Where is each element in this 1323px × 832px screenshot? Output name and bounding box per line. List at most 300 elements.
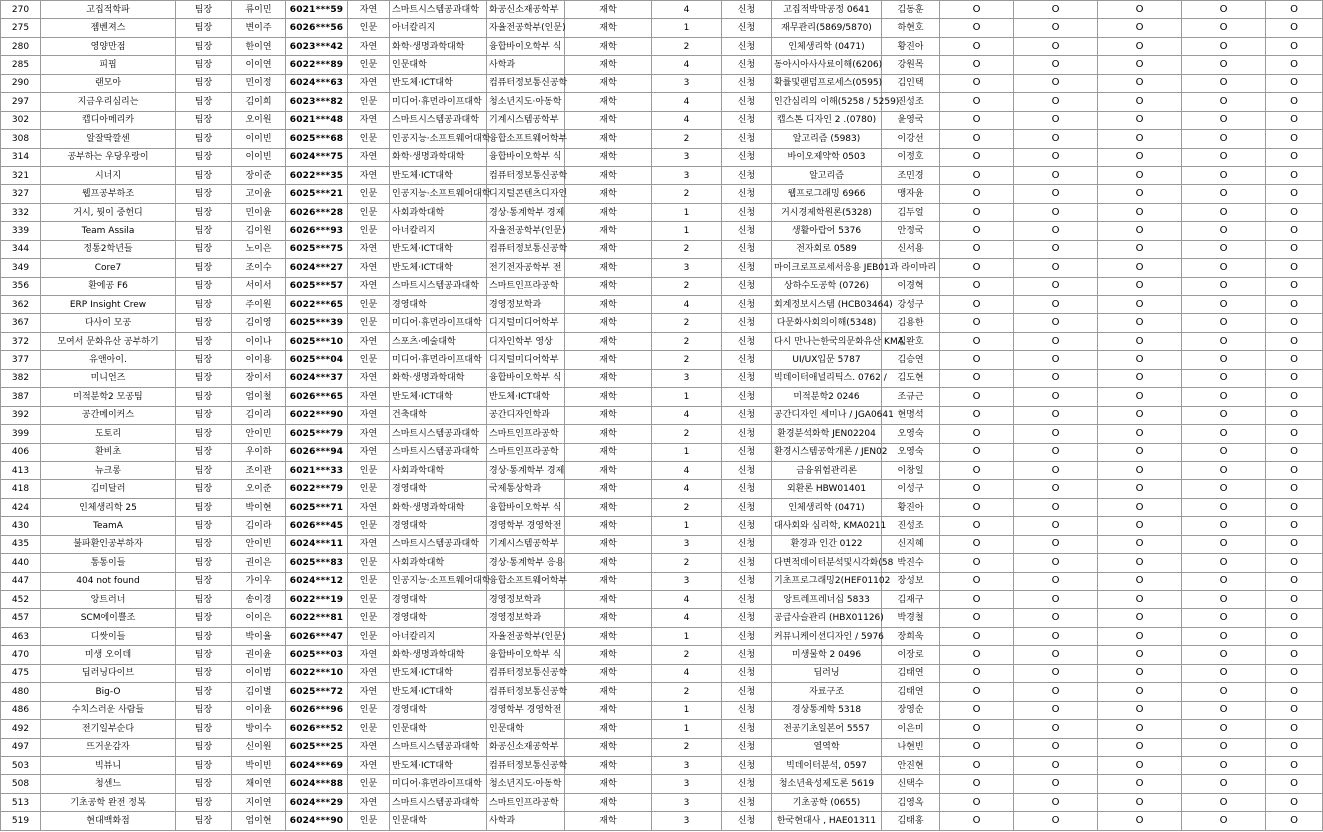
check-cell-3[interactable]: O — [1098, 74, 1182, 92]
department-cell[interactable]: 경영학부 경영학전 — [487, 517, 565, 535]
student-id-cell[interactable]: 6025***83 — [286, 554, 348, 572]
check-cell-2[interactable]: O — [1014, 351, 1098, 369]
course-cell[interactable]: 다문화사회의이해(5348) — [772, 314, 882, 332]
check-cell-2[interactable]: O — [1014, 646, 1098, 664]
check-cell-4[interactable]: O — [1182, 1, 1266, 19]
department-cell[interactable]: 자율전공학부(인문) — [487, 222, 565, 240]
application-status-cell[interactable]: 신청 — [722, 351, 772, 369]
check-cell-1[interactable]: O — [940, 388, 1014, 406]
check-cell-4[interactable]: O — [1182, 111, 1266, 129]
department-cell[interactable]: 반도체·ICT대학 — [487, 388, 565, 406]
team-number-cell[interactable]: 508 — [1, 775, 41, 793]
college-cell[interactable]: 화학·생명과학대학 — [390, 498, 487, 516]
check-cell-2[interactable]: O — [1014, 609, 1098, 627]
team-name-cell[interactable]: 뉴크롱 — [41, 461, 176, 479]
check-cell-4[interactable]: O — [1182, 480, 1266, 498]
check-cell-4[interactable]: O — [1182, 664, 1266, 682]
college-cell[interactable]: 경영대학 — [390, 701, 487, 719]
grade-cell[interactable]: 4 — [652, 111, 722, 129]
role-cell[interactable]: 팀장 — [176, 130, 232, 148]
role-cell[interactable]: 팀장 — [176, 683, 232, 701]
department-cell[interactable]: 인문대학 — [487, 720, 565, 738]
member-name-cell[interactable]: 이이윤 — [232, 701, 286, 719]
check-cell-3[interactable]: O — [1098, 56, 1182, 74]
check-cell-1[interactable]: O — [940, 37, 1014, 55]
student-id-cell[interactable]: 6025***57 — [286, 277, 348, 295]
professor-cell[interactable]: 이창일 — [882, 461, 940, 479]
application-status-cell[interactable]: 신청 — [722, 74, 772, 92]
check-cell-3[interactable]: O — [1098, 812, 1182, 830]
course-cell[interactable]: UI/UX입문 5787 — [772, 351, 882, 369]
student-id-cell[interactable]: 6024***63 — [286, 74, 348, 92]
team-number-cell[interactable]: 440 — [1, 554, 41, 572]
professor-cell[interactable]: 안정국 — [882, 222, 940, 240]
team-number-cell[interactable]: 435 — [1, 535, 41, 553]
team-name-cell[interactable]: 젬벤져스 — [41, 19, 176, 37]
college-cell[interactable]: 경영대학 — [390, 517, 487, 535]
check-cell-2[interactable]: O — [1014, 111, 1098, 129]
check-cell-3[interactable]: O — [1098, 738, 1182, 756]
enrollment-status-cell[interactable]: 재학 — [565, 443, 652, 461]
college-cell[interactable]: 건축대학 — [390, 406, 487, 424]
college-cell[interactable]: 사회과학대학 — [390, 461, 487, 479]
check-cell-3[interactable]: O — [1098, 627, 1182, 645]
team-name-cell[interactable]: 청센느 — [41, 775, 176, 793]
course-cell[interactable]: 다시 만나는한국의문화유산 KMA — [772, 332, 882, 350]
role-cell[interactable]: 팀장 — [176, 37, 232, 55]
check-cell-5[interactable]: O — [1266, 240, 1323, 258]
student-id-cell[interactable]: 6024***69 — [286, 756, 348, 774]
check-cell-1[interactable]: O — [940, 664, 1014, 682]
role-cell[interactable]: 팀장 — [176, 480, 232, 498]
grade-cell[interactable]: 2 — [652, 332, 722, 350]
team-name-cell[interactable]: 웹프공부하조 — [41, 185, 176, 203]
role-cell[interactable]: 팀장 — [176, 701, 232, 719]
role-cell[interactable]: 팀장 — [176, 646, 232, 664]
course-cell[interactable]: 빅데이터애널리틱스. 0762 / — [772, 369, 882, 387]
check-cell-3[interactable]: O — [1098, 369, 1182, 387]
professor-cell[interactable]: 장영순 — [882, 701, 940, 719]
check-cell-3[interactable]: O — [1098, 222, 1182, 240]
college-cell[interactable]: 스마트시스템공과대학 — [390, 535, 487, 553]
member-name-cell[interactable]: 신이원 — [232, 738, 286, 756]
team-number-cell[interactable]: 308 — [1, 130, 41, 148]
professor-cell[interactable]: 안진현 — [882, 756, 940, 774]
member-name-cell[interactable]: 김이원 — [232, 222, 286, 240]
course-cell[interactable]: 금융위험관리론 — [772, 461, 882, 479]
college-cell[interactable]: 반도체·ICT대학 — [390, 756, 487, 774]
college-cell[interactable]: 스포츠·예술대학 — [390, 332, 487, 350]
check-cell-1[interactable]: O — [940, 572, 1014, 590]
check-cell-2[interactable]: O — [1014, 554, 1098, 572]
professor-cell[interactable]: 김영옥 — [882, 793, 940, 811]
member-name-cell[interactable]: 서이서 — [232, 277, 286, 295]
student-id-cell[interactable]: 6026***45 — [286, 517, 348, 535]
professor-cell[interactable]: 신택수 — [882, 775, 940, 793]
check-cell-4[interactable]: O — [1182, 738, 1266, 756]
team-number-cell[interactable]: 424 — [1, 498, 41, 516]
application-status-cell[interactable]: 신청 — [722, 130, 772, 148]
check-cell-4[interactable]: O — [1182, 812, 1266, 830]
check-cell-1[interactable]: O — [940, 19, 1014, 37]
division-cell[interactable]: 자연 — [348, 443, 390, 461]
enrollment-status-cell[interactable]: 재학 — [565, 738, 652, 756]
division-cell[interactable]: 인문 — [348, 480, 390, 498]
division-cell[interactable]: 인문 — [348, 19, 390, 37]
professor-cell[interactable]: 김태연 — [882, 664, 940, 682]
application-status-cell[interactable]: 신청 — [722, 56, 772, 74]
division-cell[interactable]: 인문 — [348, 701, 390, 719]
team-number-cell[interactable]: 314 — [1, 148, 41, 166]
college-cell[interactable]: 인문대학 — [390, 56, 487, 74]
student-id-cell[interactable]: 6022***90 — [286, 406, 348, 424]
check-cell-1[interactable]: O — [940, 738, 1014, 756]
check-cell-3[interactable]: O — [1098, 351, 1182, 369]
course-cell[interactable]: 외환론 HBW01401 — [772, 480, 882, 498]
course-cell[interactable]: 경상통계학 5318 — [772, 701, 882, 719]
role-cell[interactable]: 팀장 — [176, 498, 232, 516]
professor-cell[interactable]: 조민경 — [882, 166, 940, 184]
course-cell[interactable]: 재무관리(5869/5870) — [772, 19, 882, 37]
department-cell[interactable]: 기계시스템공학부 — [487, 535, 565, 553]
department-cell[interactable]: 융합바이오학부 식 — [487, 369, 565, 387]
team-name-cell[interactable]: 미생 오이데 — [41, 646, 176, 664]
team-name-cell[interactable]: 뜨거운감자 — [41, 738, 176, 756]
student-id-cell[interactable]: 6026***28 — [286, 203, 348, 221]
department-cell[interactable]: 경영학부 경영학전 — [487, 701, 565, 719]
division-cell[interactable]: 인문 — [348, 720, 390, 738]
application-status-cell[interactable]: 신청 — [722, 222, 772, 240]
member-name-cell[interactable]: 권이윤 — [232, 646, 286, 664]
team-name-cell[interactable]: 불파환인공부하자 — [41, 535, 176, 553]
check-cell-3[interactable]: O — [1098, 720, 1182, 738]
division-cell[interactable]: 인문 — [348, 554, 390, 572]
role-cell[interactable]: 팀장 — [176, 756, 232, 774]
grade-cell[interactable]: 4 — [652, 480, 722, 498]
enrollment-status-cell[interactable]: 재학 — [565, 1, 652, 19]
student-id-cell[interactable]: 6022***81 — [286, 609, 348, 627]
professor-cell[interactable]: 김도현 — [882, 369, 940, 387]
check-cell-4[interactable]: O — [1182, 554, 1266, 572]
team-number-cell[interactable]: 492 — [1, 720, 41, 738]
check-cell-3[interactable]: O — [1098, 701, 1182, 719]
check-cell-5[interactable]: O — [1266, 93, 1323, 111]
member-name-cell[interactable]: 김이희 — [232, 93, 286, 111]
college-cell[interactable]: 인문대학 — [390, 812, 487, 830]
college-cell[interactable]: 화학·생명과학대학 — [390, 646, 487, 664]
division-cell[interactable]: 자연 — [348, 498, 390, 516]
check-cell-4[interactable]: O — [1182, 314, 1266, 332]
department-cell[interactable]: 스마트인프라공학 — [487, 277, 565, 295]
check-cell-1[interactable]: O — [940, 111, 1014, 129]
application-status-cell[interactable]: 신청 — [722, 517, 772, 535]
check-cell-2[interactable]: O — [1014, 296, 1098, 314]
enrollment-status-cell[interactable]: 재학 — [565, 554, 652, 572]
role-cell[interactable]: 팀장 — [176, 74, 232, 92]
application-status-cell[interactable]: 신청 — [722, 591, 772, 609]
check-cell-5[interactable]: O — [1266, 646, 1323, 664]
course-cell[interactable]: 바이오제약학 0503 — [772, 148, 882, 166]
grade-cell[interactable]: 4 — [652, 296, 722, 314]
enrollment-status-cell[interactable]: 재학 — [565, 720, 652, 738]
team-name-cell[interactable]: 영양만점 — [41, 37, 176, 55]
division-cell[interactable]: 인문 — [348, 93, 390, 111]
check-cell-5[interactable]: O — [1266, 738, 1323, 756]
check-cell-3[interactable]: O — [1098, 240, 1182, 258]
check-cell-5[interactable]: O — [1266, 351, 1323, 369]
check-cell-3[interactable]: O — [1098, 572, 1182, 590]
member-name-cell[interactable]: 이이연 — [232, 56, 286, 74]
check-cell-4[interactable]: O — [1182, 535, 1266, 553]
department-cell[interactable]: 융합바이오학부 식 — [487, 498, 565, 516]
course-cell[interactable]: 열역학 — [772, 738, 882, 756]
team-number-cell[interactable]: 349 — [1, 259, 41, 277]
college-cell[interactable]: 반도체·ICT대학 — [390, 388, 487, 406]
check-cell-3[interactable]: O — [1098, 1, 1182, 19]
professor-cell[interactable]: 맹자윤 — [882, 185, 940, 203]
member-name-cell[interactable]: 이이빈 — [232, 148, 286, 166]
professor-cell[interactable]: 김완호 — [882, 332, 940, 350]
role-cell[interactable]: 팀장 — [176, 443, 232, 461]
grade-cell[interactable]: 3 — [652, 369, 722, 387]
division-cell[interactable]: 인문 — [348, 222, 390, 240]
department-cell[interactable]: 청소년지도·아동학 — [487, 775, 565, 793]
check-cell-5[interactable]: O — [1266, 259, 1323, 277]
team-number-cell[interactable]: 486 — [1, 701, 41, 719]
check-cell-2[interactable]: O — [1014, 498, 1098, 516]
role-cell[interactable]: 팀장 — [176, 738, 232, 756]
college-cell[interactable]: 사회과학대학 — [390, 203, 487, 221]
enrollment-status-cell[interactable]: 재학 — [565, 388, 652, 406]
member-name-cell[interactable]: 김이별 — [232, 683, 286, 701]
department-cell[interactable]: 디지털미디어학부 — [487, 314, 565, 332]
check-cell-3[interactable]: O — [1098, 554, 1182, 572]
grade-cell[interactable]: 3 — [652, 535, 722, 553]
team-name-cell[interactable]: 수치스러운 사람들 — [41, 701, 176, 719]
check-cell-4[interactable]: O — [1182, 572, 1266, 590]
check-cell-4[interactable]: O — [1182, 683, 1266, 701]
grade-cell[interactable]: 4 — [652, 1, 722, 19]
enrollment-status-cell[interactable]: 재학 — [565, 701, 652, 719]
college-cell[interactable]: 미디어·휴먼라이프대학 — [390, 93, 487, 111]
application-status-cell[interactable]: 신청 — [722, 554, 772, 572]
check-cell-4[interactable]: O — [1182, 93, 1266, 111]
division-cell[interactable]: 인문 — [348, 572, 390, 590]
enrollment-status-cell[interactable]: 재학 — [565, 517, 652, 535]
course-cell[interactable]: 생활아랍어 5376 — [772, 222, 882, 240]
check-cell-5[interactable]: O — [1266, 683, 1323, 701]
professor-cell[interactable]: 이경혁 — [882, 277, 940, 295]
role-cell[interactable]: 팀장 — [176, 332, 232, 350]
team-number-cell[interactable]: 372 — [1, 332, 41, 350]
division-cell[interactable]: 자연 — [348, 111, 390, 129]
team-number-cell[interactable]: 387 — [1, 388, 41, 406]
grade-cell[interactable]: 1 — [652, 19, 722, 37]
member-name-cell[interactable]: 박이현 — [232, 498, 286, 516]
check-cell-2[interactable]: O — [1014, 738, 1098, 756]
course-cell[interactable]: 다변적데이터분석및시각화(58 — [772, 554, 882, 572]
student-id-cell[interactable]: 6023***42 — [286, 37, 348, 55]
team-name-cell[interactable]: 미니언즈 — [41, 369, 176, 387]
check-cell-3[interactable]: O — [1098, 498, 1182, 516]
enrollment-status-cell[interactable]: 재학 — [565, 56, 652, 74]
application-status-cell[interactable]: 신청 — [722, 240, 772, 258]
check-cell-4[interactable]: O — [1182, 130, 1266, 148]
team-name-cell[interactable]: 도토리 — [41, 425, 176, 443]
check-cell-2[interactable]: O — [1014, 664, 1098, 682]
check-cell-2[interactable]: O — [1014, 37, 1098, 55]
college-cell[interactable]: 경영대학 — [390, 609, 487, 627]
team-name-cell[interactable]: 시너지 — [41, 166, 176, 184]
division-cell[interactable]: 인문 — [348, 591, 390, 609]
team-name-cell[interactable]: Core7 — [41, 259, 176, 277]
role-cell[interactable]: 팀장 — [176, 517, 232, 535]
team-number-cell[interactable]: 367 — [1, 314, 41, 332]
grade-cell[interactable]: 1 — [652, 517, 722, 535]
member-name-cell[interactable]: 안이빈 — [232, 535, 286, 553]
student-id-cell[interactable]: 6024***12 — [286, 572, 348, 590]
grade-cell[interactable]: 3 — [652, 756, 722, 774]
role-cell[interactable]: 팀장 — [176, 609, 232, 627]
grade-cell[interactable]: 2 — [652, 738, 722, 756]
check-cell-2[interactable]: O — [1014, 369, 1098, 387]
application-status-cell[interactable]: 신청 — [722, 498, 772, 516]
department-cell[interactable]: 전기전자공학부 전 — [487, 259, 565, 277]
course-cell[interactable]: 환경분석화학 JEN02204 — [772, 425, 882, 443]
course-cell[interactable]: 대사회와 심리학, KMA0211 — [772, 517, 882, 535]
enrollment-status-cell[interactable]: 재학 — [565, 296, 652, 314]
check-cell-1[interactable]: O — [940, 259, 1014, 277]
check-cell-3[interactable]: O — [1098, 296, 1182, 314]
course-cell[interactable]: 알고리즘 (5983) — [772, 130, 882, 148]
grade-cell[interactable]: 2 — [652, 351, 722, 369]
college-cell[interactable]: 사회과학대학 — [390, 554, 487, 572]
course-cell[interactable]: 환경시스템공학개론 / JEN02 — [772, 443, 882, 461]
check-cell-1[interactable]: O — [940, 425, 1014, 443]
check-cell-4[interactable]: O — [1182, 240, 1266, 258]
check-cell-5[interactable]: O — [1266, 775, 1323, 793]
check-cell-3[interactable]: O — [1098, 683, 1182, 701]
team-name-cell[interactable]: 전기일부순다 — [41, 720, 176, 738]
check-cell-4[interactable]: O — [1182, 646, 1266, 664]
team-number-cell[interactable]: 430 — [1, 517, 41, 535]
enrollment-status-cell[interactable]: 재학 — [565, 222, 652, 240]
college-cell[interactable]: 스마트시스템공과대학 — [390, 793, 487, 811]
professor-cell[interactable]: 오영숙 — [882, 425, 940, 443]
department-cell[interactable]: 융합바이오학부 식 — [487, 646, 565, 664]
member-name-cell[interactable]: 류이민 — [232, 1, 286, 19]
application-status-cell[interactable]: 신청 — [722, 443, 772, 461]
check-cell-2[interactable]: O — [1014, 572, 1098, 590]
check-cell-1[interactable]: O — [940, 185, 1014, 203]
member-name-cell[interactable]: 오이원 — [232, 111, 286, 129]
application-status-cell[interactable]: 신청 — [722, 314, 772, 332]
check-cell-5[interactable]: O — [1266, 664, 1323, 682]
division-cell[interactable]: 자연 — [348, 664, 390, 682]
role-cell[interactable]: 팀장 — [176, 554, 232, 572]
check-cell-2[interactable]: O — [1014, 443, 1098, 461]
check-cell-2[interactable]: O — [1014, 388, 1098, 406]
professor-cell[interactable]: 이강선 — [882, 130, 940, 148]
check-cell-5[interactable]: O — [1266, 480, 1323, 498]
course-cell[interactable]: 환경과 인간 0122 — [772, 535, 882, 553]
grade-cell[interactable]: 4 — [652, 56, 722, 74]
team-number-cell[interactable]: 519 — [1, 812, 41, 830]
role-cell[interactable]: 팀장 — [176, 775, 232, 793]
check-cell-5[interactable]: O — [1266, 296, 1323, 314]
check-cell-5[interactable]: O — [1266, 332, 1323, 350]
check-cell-1[interactable]: O — [940, 793, 1014, 811]
member-name-cell[interactable]: 권이은 — [232, 554, 286, 572]
check-cell-2[interactable]: O — [1014, 56, 1098, 74]
check-cell-2[interactable]: O — [1014, 701, 1098, 719]
course-cell[interactable]: 고집적박막공정 0641 — [772, 1, 882, 19]
enrollment-status-cell[interactable]: 재학 — [565, 240, 652, 258]
team-number-cell[interactable]: 513 — [1, 793, 41, 811]
check-cell-4[interactable]: O — [1182, 185, 1266, 203]
grade-cell[interactable]: 4 — [652, 591, 722, 609]
role-cell[interactable]: 팀장 — [176, 277, 232, 295]
role-cell[interactable]: 팀장 — [176, 240, 232, 258]
check-cell-2[interactable]: O — [1014, 406, 1098, 424]
division-cell[interactable]: 자연 — [348, 332, 390, 350]
student-id-cell[interactable]: 6024***90 — [286, 812, 348, 830]
check-cell-2[interactable]: O — [1014, 203, 1098, 221]
team-number-cell[interactable]: 270 — [1, 1, 41, 19]
application-status-cell[interactable]: 신청 — [722, 646, 772, 664]
student-id-cell[interactable]: 6025***03 — [286, 646, 348, 664]
check-cell-2[interactable]: O — [1014, 793, 1098, 811]
check-cell-3[interactable]: O — [1098, 259, 1182, 277]
enrollment-status-cell[interactable]: 재학 — [565, 185, 652, 203]
check-cell-3[interactable]: O — [1098, 406, 1182, 424]
application-status-cell[interactable]: 신청 — [722, 793, 772, 811]
college-cell[interactable]: 화학·생명과학대학 — [390, 369, 487, 387]
check-cell-4[interactable]: O — [1182, 775, 1266, 793]
check-cell-2[interactable]: O — [1014, 19, 1098, 37]
member-name-cell[interactable]: 오이준 — [232, 480, 286, 498]
team-name-cell[interactable]: 통통이들 — [41, 554, 176, 572]
team-name-cell[interactable]: 404 not found — [41, 572, 176, 590]
division-cell[interactable]: 자연 — [348, 277, 390, 295]
team-name-cell[interactable]: 공간메이커스 — [41, 406, 176, 424]
college-cell[interactable]: 스마트시스템공과대학 — [390, 111, 487, 129]
enrollment-status-cell[interactable]: 재학 — [565, 756, 652, 774]
course-cell[interactable]: 거시경제학원론(5328) — [772, 203, 882, 221]
college-cell[interactable]: 반도체·ICT대학 — [390, 166, 487, 184]
check-cell-4[interactable]: O — [1182, 369, 1266, 387]
course-cell[interactable]: 전자회로 0589 — [772, 240, 882, 258]
team-name-cell[interactable]: 앙트러너 — [41, 591, 176, 609]
course-cell[interactable]: 미생물학 2 0496 — [772, 646, 882, 664]
check-cell-1[interactable]: O — [940, 93, 1014, 111]
check-cell-4[interactable]: O — [1182, 609, 1266, 627]
student-id-cell[interactable]: 6022***65 — [286, 296, 348, 314]
division-cell[interactable]: 자연 — [348, 37, 390, 55]
professor-cell[interactable]: 윤영국 — [882, 111, 940, 129]
course-cell[interactable]: 전공기초일본어 5557 — [772, 720, 882, 738]
professor-cell[interactable]: 김재구 — [882, 591, 940, 609]
check-cell-5[interactable]: O — [1266, 406, 1323, 424]
college-cell[interactable]: 인공지능·소프트웨어대학 — [390, 572, 487, 590]
student-id-cell[interactable]: 6021***48 — [286, 111, 348, 129]
course-cell[interactable]: 확률및랜덤프로세스(0595) — [772, 74, 882, 92]
course-cell[interactable]: 인간심리의 이해(5258 / 5259) — [772, 93, 882, 111]
student-id-cell[interactable]: 6026***65 — [286, 388, 348, 406]
department-cell[interactable]: 경상·통계학부 응용 — [487, 554, 565, 572]
team-number-cell[interactable]: 285 — [1, 56, 41, 74]
team-number-cell[interactable]: 280 — [1, 37, 41, 55]
